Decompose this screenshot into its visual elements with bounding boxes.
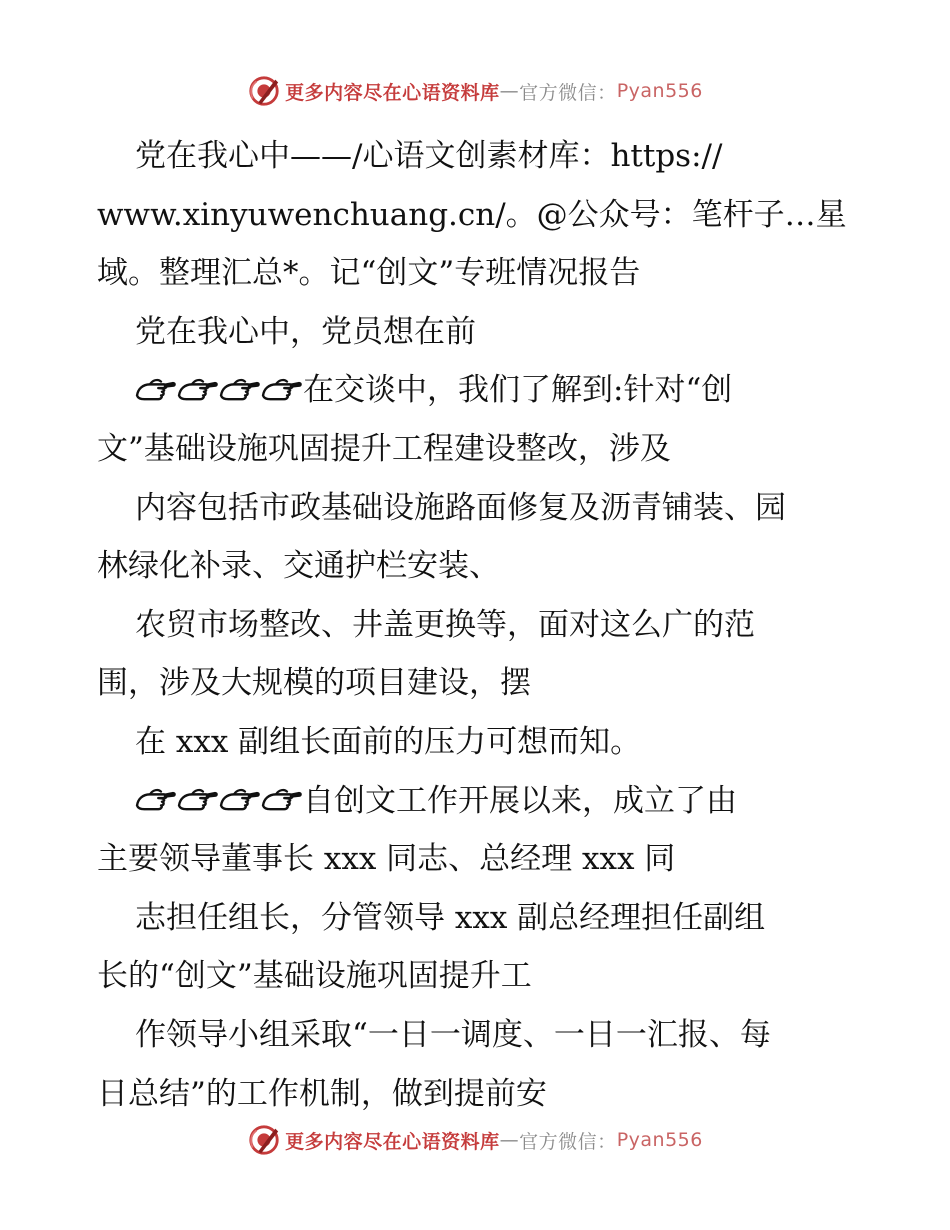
text-line: 围，涉及大规模的项目建设，摆 — [97, 665, 531, 702]
text-line: 长的“创文”基础设施巩固提升工 — [97, 958, 532, 995]
text-line — [97, 361, 847, 420]
text-line: 志担任组长，分管领导 xxx 副总经理担任副组 — [135, 899, 766, 936]
banner-separator: — — [499, 1129, 520, 1151]
text-line — [97, 772, 847, 831]
text-line: 日总结”的工作机制，做到提前安 — [97, 1075, 547, 1112]
text-line: 党在我心中，党员想在前 — [135, 313, 476, 350]
hand-ornament-icon — [135, 377, 303, 401]
banner-wechat-id: Pyan556 — [616, 80, 703, 102]
hand-ornament-icon — [135, 787, 303, 811]
banner-brand: 更多内容尽在心语资料库 — [285, 1130, 500, 1153]
text-line: 在 xxx 副组长面前的压力可想而知。 — [135, 723, 642, 760]
logo-icon — [247, 1123, 281, 1157]
header-banner — [0, 71, 950, 111]
text-line: 内容包括市政基础设施路面修复及沥青铺装、园 — [135, 489, 786, 526]
logo-icon — [247, 74, 281, 108]
line-text: 自创文工作开展以来，成立了由 — [303, 782, 737, 819]
banner-wechat-label: 官方微信： — [519, 1130, 617, 1153]
banner-separator: — — [499, 80, 520, 102]
text-line: www.xinyuwenchuang.cn/。@公众号：笔杆子…星 — [97, 196, 847, 233]
text-line: 文”基础设施巩固提升工程建设整改，涉及 — [97, 430, 671, 467]
text-line: 主要领导董事长 xxx 同志、总经理 xxx 同 — [97, 841, 676, 878]
banner-wechat-id: Pyan556 — [616, 1129, 703, 1151]
document-body — [97, 127, 847, 1123]
footer-banner — [0, 1120, 950, 1160]
line-text: 在交谈中，我们了解到:针对“创 — [303, 372, 733, 409]
text-line: 域。整理汇总*。记“创文”专班情况报告 — [97, 255, 641, 292]
text-line: 农贸市场整改、井盖更换等，面对这么广的范 — [135, 606, 755, 643]
banner-wechat-label: 官方微信： — [519, 81, 617, 104]
text-line: 作领导小组采取“一日一调度、一日一汇报、每 — [135, 1016, 771, 1053]
text-line: 党在我心中——/心语文创素材库：https:// — [135, 138, 723, 174]
banner-brand: 更多内容尽在心语资料库 — [285, 81, 500, 104]
text-line: 林绿化补录、交通护栏安装、 — [97, 548, 500, 585]
